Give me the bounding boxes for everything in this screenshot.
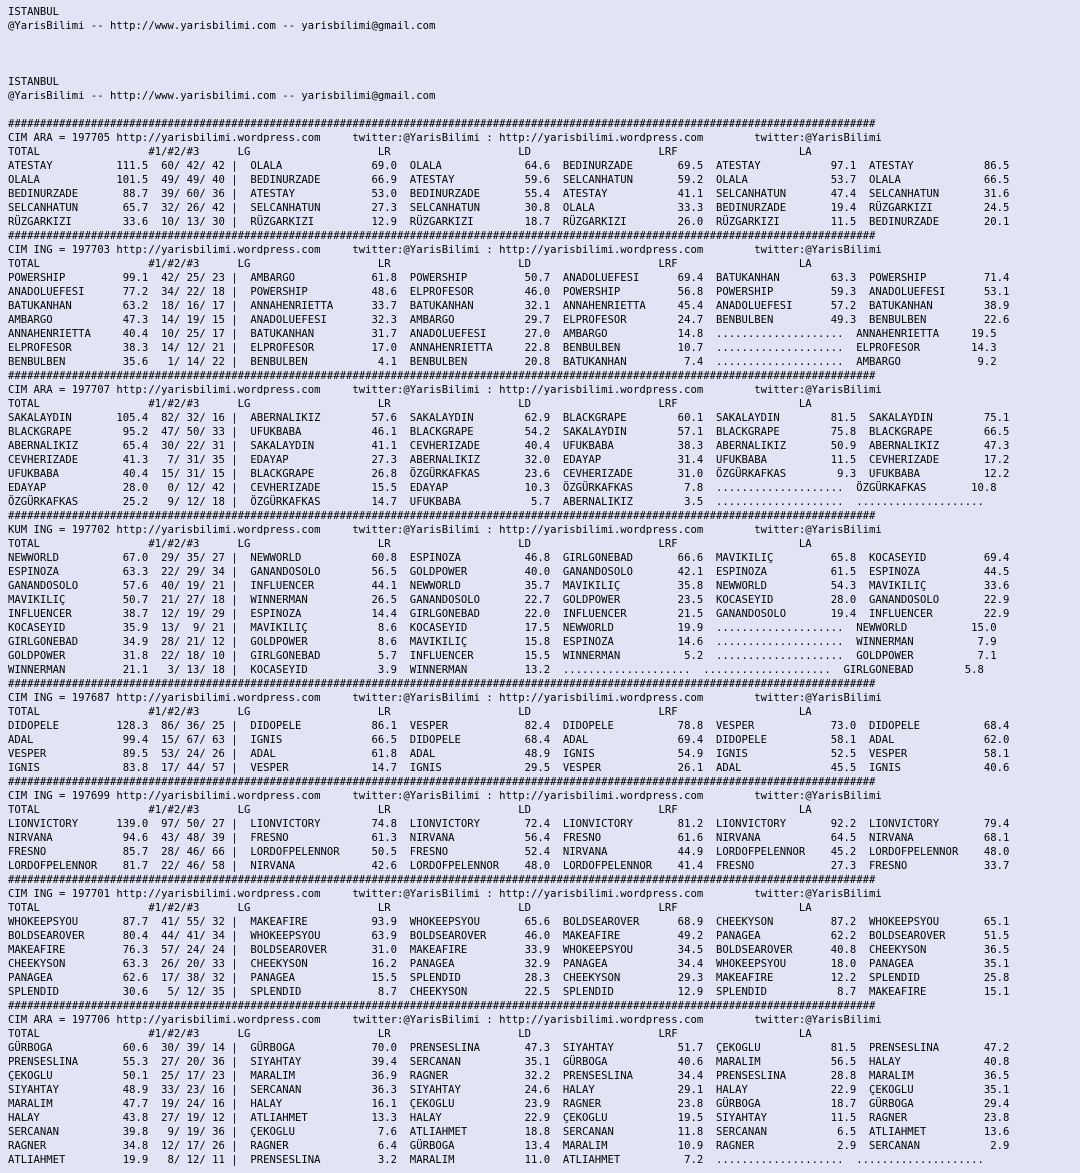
column-header: TOTAL #1/#2/#3 LG LR LD LRF LA	[8, 804, 812, 816]
result-row: WINNERMAN 21.1 3/ 13/ 18 | KOCASEYID 3.9 WINNERMAN 13.2 .................... .................... GIRLGONEBAD 5.8	[8, 664, 984, 676]
result-row: SPLENDID 30.6 5/ 12/ 35 | SPLENDID 8.7 CHEEKYSON 22.5 SPLENDID 12.9 SPLENDID 8.7 MAKEAFIRE 15.1	[8, 986, 1010, 998]
result-row: ÖZGÜRKAFKAS 25.2 9/ 12/ 18 | ÖZGÜRKAFKAS 14.7 UFUKBABA 5.7 ABERNALIKIZ 3.5 .................... ....................	[8, 496, 984, 508]
result-row: VESPER 89.5 53/ 24/ 26 | ADAL 61.8 ADAL 48.9 IGNIS 54.9 IGNIS 52.5 VESPER 58.1	[8, 748, 1010, 760]
result-row: CEVHERIZADE 41.3 7/ 31/ 35 | EDAYAP 27.3 ABERNALIKIZ 32.0 EDAYAP 31.4 UFUKBABA 11.5 CEVHERIZADE 17.2	[8, 454, 1010, 466]
result-row: IGNIS 83.8 17/ 44/ 57 | VESPER 14.7 IGNIS 29.5 VESPER 26.1 ADAL 45.5 IGNIS 40.6	[8, 762, 1010, 774]
race-header: KUM ING = 197702 http://yarisbilimi.wordpress.com twitter:@YarisBilimi : http://yarisbilimi.wordpress.com twitter:@YarisBilimi	[8, 524, 882, 536]
race-header: CIM ARA = 197707 http://yarisbilimi.wordpress.com twitter:@YarisBilimi : http://yarisbilimi.wordpress.com twitter:@YarisBilimi	[8, 384, 882, 396]
result-row: KOCASEYID 35.9 13/ 9/ 21 | MAVIKILIÇ 8.6 KOCASEYID 17.5 NEWWORLD 19.9 .................... NEWWORLD 15.0	[8, 622, 997, 634]
result-row: GÜRBOGA 60.6 30/ 39/ 14 | GÜRBOGA 70.0 PRENSESLINA 47.3 SIYAHTAY 51.7 ÇEKOGLU 81.5 PRENSESLINA 47.2	[8, 1042, 1010, 1054]
result-row: ESPINOZA 63.3 22/ 29/ 34 | GANANDOSOLO 56.5 GOLDPOWER 40.0 GANANDOSOLO 42.1 ESPINOZA 61.5 ESPINOZA 44.5	[8, 566, 1010, 578]
column-header: TOTAL #1/#2/#3 LG LR LD LRF LA	[8, 706, 812, 718]
race-header: CIM ARA = 197705 http://yarisbilimi.wordpress.com twitter:@YarisBilimi : http://yarisbilimi.wordpress.com twitter:@YarisBilimi	[8, 132, 882, 144]
column-header: TOTAL #1/#2/#3 LG LR LD LRF LA	[8, 258, 812, 270]
result-row: GANANDOSOLO 57.6 40/ 19/ 21 | INFLUENCER 44.1 NEWWORLD 35.7 MAVIKILIÇ 35.8 NEWWORLD 54.3 MAVIKILIÇ 33.6	[8, 580, 1010, 592]
result-row: PANAGEA 62.6 17/ 38/ 32 | PANAGEA 15.5 SPLENDID 28.3 CHEEKYSON 29.3 MAKEAFIRE 12.2 SPLENDID 25.8	[8, 972, 1010, 984]
result-row: SERCANAN 39.8 9/ 19/ 36 | ÇEKOGLU 7.6 ATLIAHMET 18.8 SERCANAN 11.8 SERCANAN 6.5 ATLIAHMET 13.6	[8, 1126, 1010, 1138]
result-row: AMBARGO 47.3 14/ 19/ 15 | ANADOLUEFESI 32.3 AMBARGO 29.7 ELPROFESOR 24.7 BENBULBEN 49.3 BENBULBEN 22.6	[8, 314, 1010, 326]
separator-line: ########################################################################################################################################	[8, 230, 876, 242]
result-row: SELCANHATUN 65.7 32/ 26/ 42 | SELCANHATUN 27.3 SELCANHATUN 30.8 OLALA 33.3 BEDINURZADE 19.4 RÜZGARKIZI 24.5	[8, 202, 1010, 214]
result-row: SIYAHTAY 48.9 33/ 23/ 16 | SERCANAN 36.3 SIYAHTAY 24.6 HALAY 29.1 HALAY 22.9 ÇEKOGLU 35.1	[8, 1084, 1010, 1096]
result-row: MAVIKILIÇ 50.7 21/ 27/ 18 | WINNERMAN 26.5 GANANDOSOLO 22.7 GOLDPOWER 23.5 KOCASEYID 28.0 GANANDOSOLO 22.9	[8, 594, 1010, 606]
result-row: FRESNO 85.7 28/ 46/ 66 | LORDOFPELENNOR 50.5 FRESNO 52.4 NIRVANA 44.9 LORDOFPELENNOR 45.2 LORDOFPELENNOR 48.0	[8, 846, 1010, 858]
contact-line: @YarisBilimi -- http://www.yarisbilimi.com -- yarisbilimi@gmail.com	[8, 90, 436, 102]
city-title: ISTANBUL	[8, 6, 60, 18]
column-header: TOTAL #1/#2/#3 LG LR LD LRF LA	[8, 538, 812, 550]
result-row: RAGNER 34.8 12/ 17/ 26 | RAGNER 6.4 GÜRBOGA 13.4 MARALIM 10.9 RAGNER 2.9 SERCANAN 2.9	[8, 1140, 1010, 1152]
separator-line: ########################################################################################################################################	[8, 118, 876, 130]
result-row: POWERSHIP 99.1 42/ 25/ 23 | AMBARGO 61.8 POWERSHIP 50.7 ANADOLUEFESI 69.4 BATUKANHAN 63.3 POWERSHIP 71.4	[8, 272, 1010, 284]
separator-line: ########################################################################################################################################	[8, 874, 876, 886]
blank-line	[8, 33, 1080, 47]
result-row: CHEEKYSON 63.3 26/ 20/ 33 | CHEEKYSON 16.2 PANAGEA 32.9 PANAGEA 34.4 WHOKEEPSYOU 18.0 PANAGEA 35.1	[8, 958, 1010, 970]
separator-line: ########################################################################################################################################	[8, 1000, 876, 1012]
race-header: CIM ING = 197703 http://yarisbilimi.wordpress.com twitter:@YarisBilimi : http://yarisbilimi.wordpress.com twitter:@YarisBilimi	[8, 244, 882, 256]
race-header: CIM ING = 197699 http://yarisbilimi.wordpress.com twitter:@YarisBilimi : http://yarisbilimi.wordpress.com twitter:@YarisBilimi	[8, 790, 882, 802]
result-row: ÇEKOGLU 50.1 25/ 17/ 23 | MARALIM 36.9 RAGNER 32.2 PRENSESLINA 34.4 PRENSESLINA 28.8 MARALIM 36.5	[8, 1070, 1010, 1082]
result-row: ATLIAHMET 19.9 8/ 12/ 11 | PRENSESLINA 3.2 MARALIM 11.0 ATLIAHMET 7.2 .................... ....................	[8, 1154, 984, 1166]
result-row: ATESTAY 111.5 60/ 42/ 42 | OLALA 69.0 OLALA 64.6 BEDINURZADE 69.5 ATESTAY 97.1 ATESTAY 86.5	[8, 160, 1010, 172]
result-row: BLACKGRAPE 95.2 47/ 50/ 33 | UFUKBABA 46.1 BLACKGRAPE 54.2 SAKALAYDIN 57.1 BLACKGRAPE 75.8 BLACKGRAPE 66.5	[8, 426, 1010, 438]
race-header: CIM ING = 197701 http://yarisbilimi.wordpress.com twitter:@YarisBilimi : http://yarisbilimi.wordpress.com twitter:@YarisBilimi	[8, 888, 882, 900]
race-header: CIM ING = 197687 http://yarisbilimi.wordpress.com twitter:@YarisBilimi : http://yarisbilimi.wordpress.com twitter:@YarisBilimi	[8, 692, 882, 704]
column-header: TOTAL #1/#2/#3 LG LR LD LRF LA	[8, 1028, 812, 1040]
result-row: RÜZGARKIZI 33.6 10/ 13/ 30 | RÜZGARKIZI 12.9 RÜZGARKIZI 18.7 RÜZGARKIZI 26.0 RÜZGARKIZI 11.5 BEDINURZADE 20.1	[8, 216, 1010, 228]
result-row: ABERNALIKIZ 65.4 30/ 22/ 31 | SAKALAYDIN 41.1 CEVHERIZADE 40.4 UFUKBABA 38.3 ABERNALIKIZ 50.9 ABERNALIKIZ 47.3	[8, 440, 1010, 452]
separator-line: ########################################################################################################################################	[8, 370, 876, 382]
result-row: BOLDSEAROVER 80.4 44/ 41/ 34 | WHOKEEPSYOU 63.9 BOLDSEAROVER 46.0 MAKEAFIRE 49.2 PANAGEA 62.2 BOLDSEAROVER 51.5	[8, 930, 1010, 942]
result-row: WHOKEEPSYOU 87.7 41/ 55/ 32 | MAKEAFIRE 93.9 WHOKEEPSYOU 65.6 BOLDSEAROVER 68.9 CHEEKYSON 87.2 WHOKEEPSYOU 65.1	[8, 916, 1010, 928]
separator-line: ########################################################################################################################################	[8, 776, 876, 788]
column-header: TOTAL #1/#2/#3 LG LR LD LRF LA	[8, 902, 812, 914]
column-header: TOTAL #1/#2/#3 LG LR LD LRF LA	[8, 398, 812, 410]
result-row: UFUKBABA 40.4 15/ 31/ 15 | BLACKGRAPE 26.8 ÖZGÜRKAFKAS 23.6 CEVHERIZADE 31.0 ÖZGÜRKAFKAS 9.3 UFUKBABA 12.2	[8, 468, 1010, 480]
column-header: TOTAL #1/#2/#3 LG LR LD LRF LA	[8, 146, 812, 158]
result-row: HALAY 43.8 27/ 19/ 12 | ATLIAHMET 13.3 HALAY 22.9 ÇEKOGLU 19.5 SIYAHTAY 11.5 RAGNER 23.8	[8, 1112, 1010, 1124]
result-row: BATUKANHAN 63.2 18/ 16/ 17 | ANNAHENRIETTA 33.7 BATUKANHAN 32.1 ANNAHENRIETTA 45.4 ANADOLUEFESI 57.2 BATUKANHAN 38.9	[8, 300, 1010, 312]
blank-line	[8, 103, 1080, 117]
separator-line: ########################################################################################################################################	[8, 510, 876, 522]
result-row: SAKALAYDIN 105.4 82/ 32/ 16 | ABERNALIKIZ 57.6 SAKALAYDIN 62.9 BLACKGRAPE 60.1 SAKALAYDIN 81.5 SAKALAYDIN 75.1	[8, 412, 1010, 424]
separator-line: ########################################################################################################################################	[8, 678, 876, 690]
contact-line: @YarisBilimi -- http://www.yarisbilimi.com -- yarisbilimi@gmail.com	[8, 20, 436, 32]
result-row: NEWWORLD 67.0 29/ 35/ 27 | NEWWORLD 60.8 ESPINOZA 46.8 GIRLGONEBAD 66.6 MAVIKILIÇ 65.8 KOCASEYID 69.4	[8, 552, 1010, 564]
result-row: GOLDPOWER 31.8 22/ 18/ 10 | GIRLGONEBAD 5.7 INFLUENCER 15.5 WINNERMAN 5.2 .................... GOLDPOWER 7.1	[8, 650, 997, 662]
result-row: DIDOPELE 128.3 86/ 36/ 25 | DIDOPELE 86.1 VESPER 82.4 DIDOPELE 78.8 VESPER 73.0 DIDOPELE 68.4	[8, 720, 1010, 732]
result-row: BENBULBEN 35.6 1/ 14/ 22 | BENBULBEN 4.1 BENBULBEN 20.8 BATUKANHAN 7.4 .................... AMBARGO 9.2	[8, 356, 997, 368]
result-row: BEDINURZADE 88.7 39/ 60/ 36 | ATESTAY 53.0 BEDINURZADE 55.4 ATESTAY 41.1 SELCANHATUN 47.4 SELCANHATUN 31.6	[8, 188, 1010, 200]
result-row: PRENSESLINA 55.3 27/ 20/ 36 | SIYAHTAY 39.4 SERCANAN 35.1 GÜRBOGA 40.6 MARALIM 56.5 HALAY 40.8	[8, 1056, 1010, 1068]
blank-line	[8, 47, 1080, 61]
result-row: INFLUENCER 38.7 12/ 19/ 29 | ESPINOZA 14.4 GIRLGONEBAD 22.0 INFLUENCER 21.5 GANANDOSOLO 19.4 INFLUENCER 22.9	[8, 608, 1010, 620]
result-row: OLALA 101.5 49/ 49/ 40 | BEDINURZADE 66.9 ATESTAY 59.6 SELCANHATUN 59.2 OLALA 53.7 OLALA 66.5	[8, 174, 1010, 186]
result-row: LIONVICTORY 139.0 97/ 50/ 27 | LIONVICTORY 74.8 LIONVICTORY 72.4 LIONVICTORY 81.2 LIONVICTORY 92.2 LIONVICTORY 79.4	[8, 818, 1010, 830]
race-header: CIM ARA = 197706 http://yarisbilimi.wordpress.com twitter:@YarisBilimi : http://yarisbilimi.wordpress.com twitter:@YarisBilimi	[8, 1014, 882, 1026]
result-row: ELPROFESOR 38.3 14/ 12/ 21 | ELPROFESOR 17.0 ANNAHENRIETTA 22.8 BENBULBEN 10.7 .................... ELPROFESOR 14.3	[8, 342, 997, 354]
result-row: MARALIM 47.7 19/ 24/ 16 | HALAY 16.1 ÇEKOGLU 23.9 RAGNER 23.8 GÜRBOGA 18.7 GÜRBOGA 29.4	[8, 1098, 1010, 1110]
result-row: LORDOFPELENNOR 81.7 22/ 46/ 58 | NIRVANA 42.6 LORDOFPELENNOR 48.0 LORDOFPELENNOR 41.4 FRESNO 27.3 FRESNO 33.7	[8, 860, 1010, 872]
city-title: ISTANBUL	[8, 76, 60, 88]
result-row: NIRVANA 94.6 43/ 48/ 39 | FRESNO 61.3 NIRVANA 56.4 FRESNO 61.6 NIRVANA 64.5 NIRVANA 68.1	[8, 832, 1010, 844]
blank-line	[8, 61, 1080, 75]
result-row: GIRLGONEBAD 34.9 28/ 21/ 12 | GOLDPOWER 8.6 MAVIKILIÇ 15.8 ESPINOZA 14.6 .................... WINNERMAN 7.9	[8, 636, 997, 648]
result-row: ANNAHENRIETTA 40.4 10/ 25/ 17 | BATUKANHAN 31.7 ANADOLUEFESI 27.0 AMBARGO 14.8 .................... ANNAHENRIETTA 19.5	[8, 328, 997, 340]
result-row: MAKEAFIRE 76.3 57/ 24/ 24 | BOLDSEAROVER 31.0 MAKEAFIRE 33.9 WHOKEEPSYOU 34.5 BOLDSEAROVER 40.8 CHEEKYSON 36.5	[8, 944, 1010, 956]
result-row: ANADOLUEFESI 77.2 34/ 22/ 18 | POWERSHIP 48.6 ELPROFESOR 46.0 POWERSHIP 56.8 POWERSHIP 59.3 ANADOLUEFESI 53.1	[8, 286, 1010, 298]
result-row: EDAYAP 28.0 0/ 12/ 42 | CEVHERIZADE 15.5 EDAYAP 10.3 ÖZGÜRKAFKAS 7.8 .................... ÖZGÜRKAFKAS 10.8	[8, 482, 997, 494]
result-row: ADAL 99.4 15/ 67/ 63 | IGNIS 66.5 DIDOPELE 68.4 ADAL 69.4 DIDOPELE 58.1 ADAL 62.0	[8, 734, 1010, 746]
